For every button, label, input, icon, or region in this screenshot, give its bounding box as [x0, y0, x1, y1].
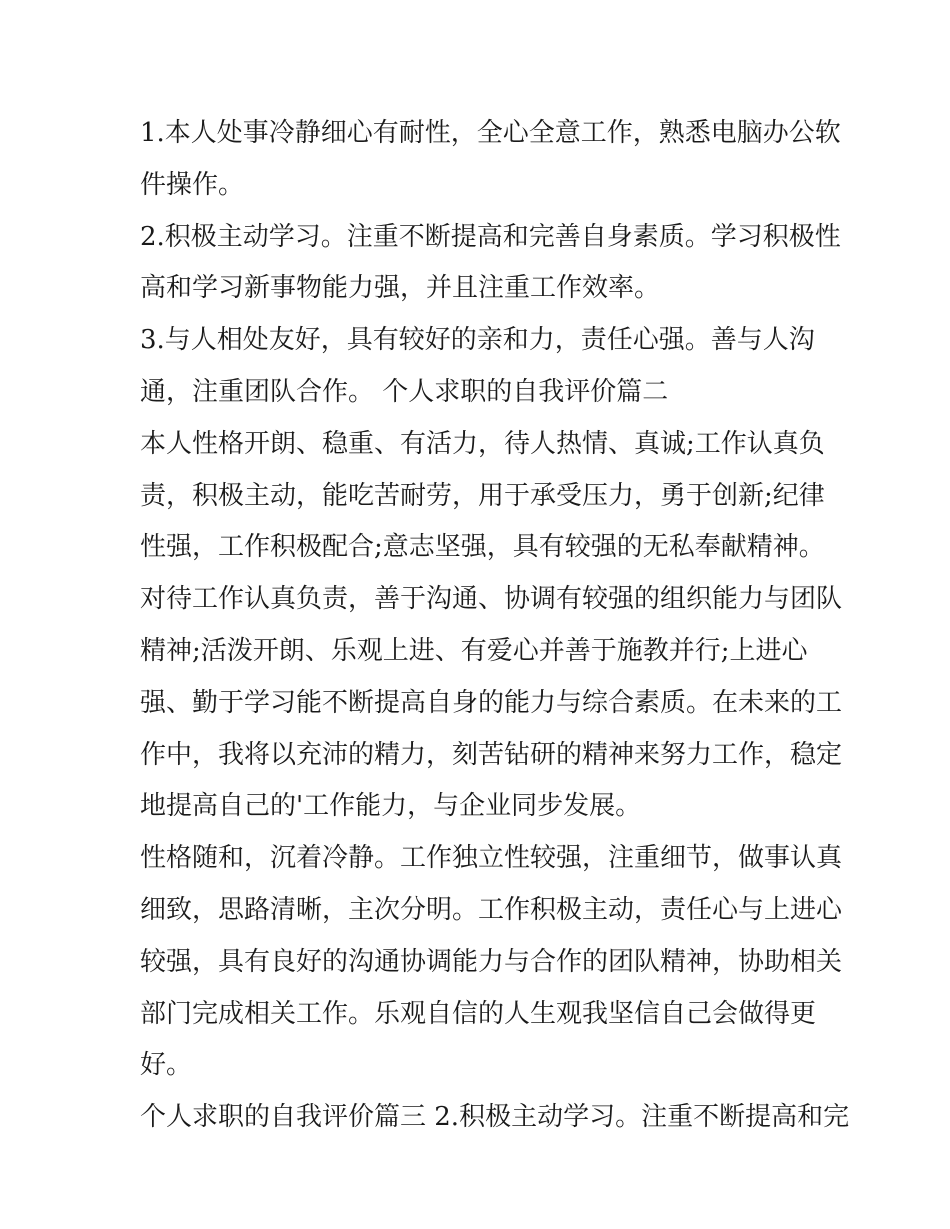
text-line: 较强，具有良好的沟通协调能力与合作的团队精神，协助相关: [140, 946, 843, 977]
text-line: 好。: [140, 1050, 193, 1081]
text-line: 通，注重团队合作。 个人求职的自我评价篇二: [140, 376, 669, 407]
text-line: 责，积极主动，能吃苦耐劳，用于承受压力，勇于创新;纪律: [140, 480, 825, 511]
text-line: 性强，工作积极配合;意志坚强，具有较强的无私奉献精神。: [140, 532, 825, 563]
text-line: 部门完成相关工作。乐观自信的人生观我坚信自己会做得更: [140, 998, 817, 1029]
text-line: 3.与人相处友好，具有较好的亲和力，责任心强。善与人沟: [140, 325, 815, 356]
text-line: 地提高自己的'工作能力，与企业同步发展。: [140, 791, 642, 822]
text-line: 个人求职的自我评价篇三 2.积极主动学习。注重不断提高和完: [140, 1102, 850, 1133]
text-line: 精神;活泼开朗、乐观上进、有爱心并善于施教并行;上进心: [140, 635, 808, 666]
text-line: 对待工作认真负责，善于沟通、协调有较强的组织能力与团队: [140, 584, 843, 615]
text-line: 2.积极主动学习。注重不断提高和完善自身素质。学习积极性: [140, 221, 841, 252]
text-line: 本人性格开朗、稳重、有活力，待人热情、真诚;工作认真负: [140, 428, 825, 459]
text-line: 高和学习新事物能力强，并且注重工作效率。: [140, 273, 661, 304]
text-line: 性格随和，沉着冷静。工作独立性较强，注重细节，做事认真: [140, 843, 843, 874]
text-line: 件操作。: [140, 169, 245, 200]
text-line: 强、勤于学习能不断提高自身的能力与综合素质。在未来的工: [140, 687, 843, 718]
document-body: [140, 108, 850, 1144]
text-line: 细致，思路清晰，主次分明。工作积极主动，责任心与上进心: [140, 894, 843, 925]
text-line: 作中，我将以充沛的精力，刻苦钻研的精神来努力工作，稳定: [140, 739, 843, 770]
text-line: 1.本人处事冷静细心有耐性，全心全意工作，熟悉电脑办公软: [140, 118, 841, 148]
